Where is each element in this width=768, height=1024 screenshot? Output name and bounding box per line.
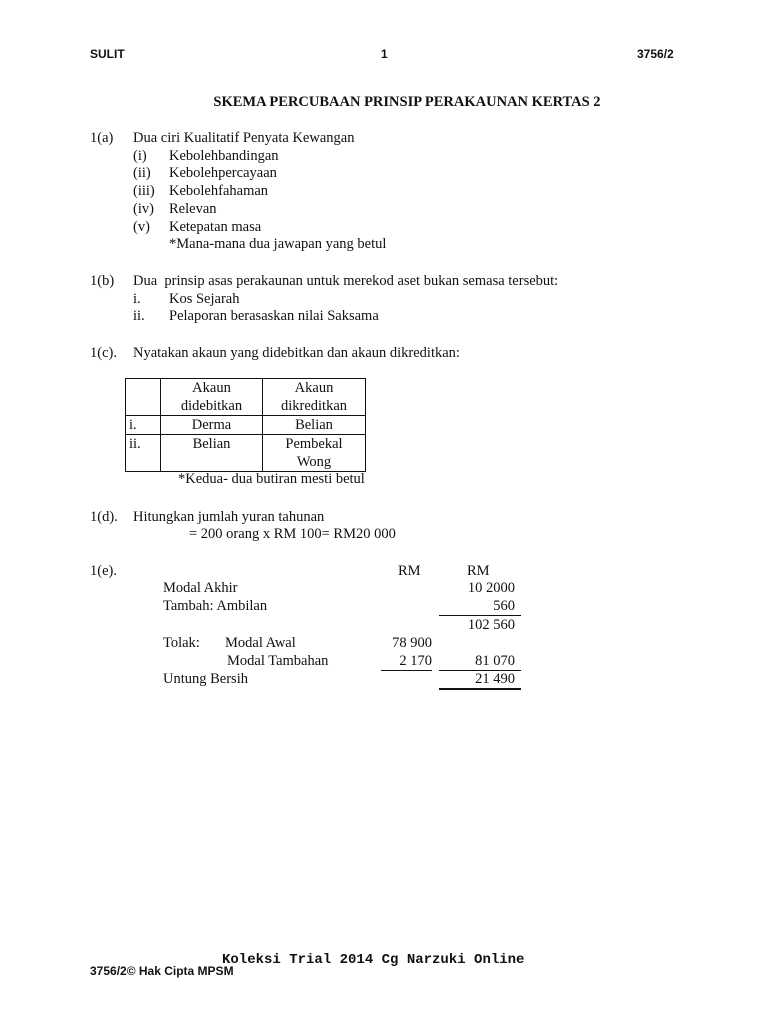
modal-deduction-total: 81 070: [475, 653, 515, 669]
table-cell: [126, 379, 161, 416]
q1d-question: Hitungkan jumlah yuran tahunan: [133, 509, 325, 525]
page-number: 1: [381, 47, 388, 61]
total-rule: [439, 688, 521, 690]
modal-akhir-label: Modal Akhir: [163, 580, 238, 596]
table-header-credit: [263, 379, 366, 416]
modal-tambahan-value: 2 170: [399, 653, 432, 669]
credit-line: Pembekal: [285, 436, 343, 452]
q1a-item-text: Kebolehfahaman: [169, 183, 269, 199]
ambilan-label: Tambah: Ambilan: [163, 598, 268, 614]
q1b-item-num: ii.: [133, 308, 145, 324]
q1a-item-num: (i): [133, 148, 147, 164]
q1c-note: *Kedua- dua butiran mesti betul: [178, 471, 365, 487]
tolak-label: Tolak:: [163, 635, 200, 651]
row-number: i.: [126, 416, 161, 435]
header-line: Akaun: [294, 380, 334, 396]
q1a-item-num: (iii): [133, 183, 155, 199]
q1b-item-text: Kos Sejarah: [169, 291, 240, 307]
q1a-question: Dua ciri Kualitatif Penyata Kewangan: [133, 130, 355, 146]
q1a-item-num: (ii): [133, 165, 151, 181]
header-line: Akaun: [192, 380, 231, 396]
ambilan-value: 560: [493, 598, 515, 614]
table-row: [126, 416, 366, 435]
credit-line: Wong: [296, 454, 332, 470]
credit-cell: Belian: [263, 416, 366, 435]
modal-awal-label: Modal Awal: [225, 635, 296, 651]
q1b-label: 1(b): [90, 273, 115, 289]
debit-credit-table: [125, 378, 366, 472]
q1c-question: Nyatakan akaun yang didebitkan dan akaun dikreditkan:: [133, 345, 460, 361]
header-right: 3756/2: [637, 47, 674, 61]
row-number: ii.: [126, 435, 161, 472]
q1d-answer: = 200 orang x RM 100= RM20 000: [189, 526, 396, 542]
q1a-item-num: (iv): [133, 201, 154, 217]
modal-awal-value: 78 900: [392, 635, 432, 651]
q1a-item-text: Ketepatan masa: [169, 219, 262, 235]
q1a-note: *Mana-mana dua jawapan yang betul: [169, 236, 387, 252]
debit-cell: Derma: [161, 416, 263, 435]
modal-tambahan-label: Modal Tambahan: [227, 653, 329, 669]
q1a-item-num: (v): [133, 219, 150, 235]
document-title: SKEMA PERCUBAAN PRINSIP PERAKAUNAN KERTAS 2: [213, 94, 601, 110]
q1a-item-text: Kebolehbandingan: [169, 148, 279, 164]
q1a-item-text: Relevan: [169, 201, 217, 217]
q1b-question: Dua prinsip asas perakaunan untuk merekod aset bukan semasa tersebut:: [133, 273, 559, 289]
credit-cell: [263, 435, 366, 472]
untung-bersih-value: 21 490: [475, 671, 515, 687]
modal-akhir-value: 10 2000: [467, 580, 515, 596]
table-header-debit: [161, 379, 263, 416]
q1a-label: 1(a): [90, 130, 114, 146]
sum-rule: [381, 670, 432, 671]
header-left: SULIT: [90, 47, 125, 61]
q1b-item-num: i.: [133, 291, 141, 307]
q1b-item-text: Pelaporan berasaskan nilai Saksama: [169, 308, 379, 324]
q1d-label: 1(d).: [90, 509, 118, 525]
debit-cell: Belian: [161, 435, 263, 472]
footer-watermark: Koleksi Trial 2014 Cg Narzuki Online: [222, 952, 525, 968]
q1a-item-text: Kebolehpercayaan: [169, 165, 277, 181]
col-header-rm: RM: [467, 563, 490, 579]
q1c-label: 1(c).: [90, 345, 117, 361]
footer-copyright: 3756/2© Hak Cipta MPSM: [90, 964, 234, 978]
table-header-row: [126, 379, 366, 416]
col-header-rm: RM: [398, 563, 421, 579]
header-line: dikreditkan: [280, 398, 348, 414]
untung-bersih-label: Untung Bersih: [163, 671, 248, 687]
subtotal-value: 102 560: [467, 617, 515, 633]
header-line: didebitkan: [180, 398, 243, 414]
table-row: [126, 435, 366, 472]
q1e-label: 1(e).: [90, 563, 117, 579]
